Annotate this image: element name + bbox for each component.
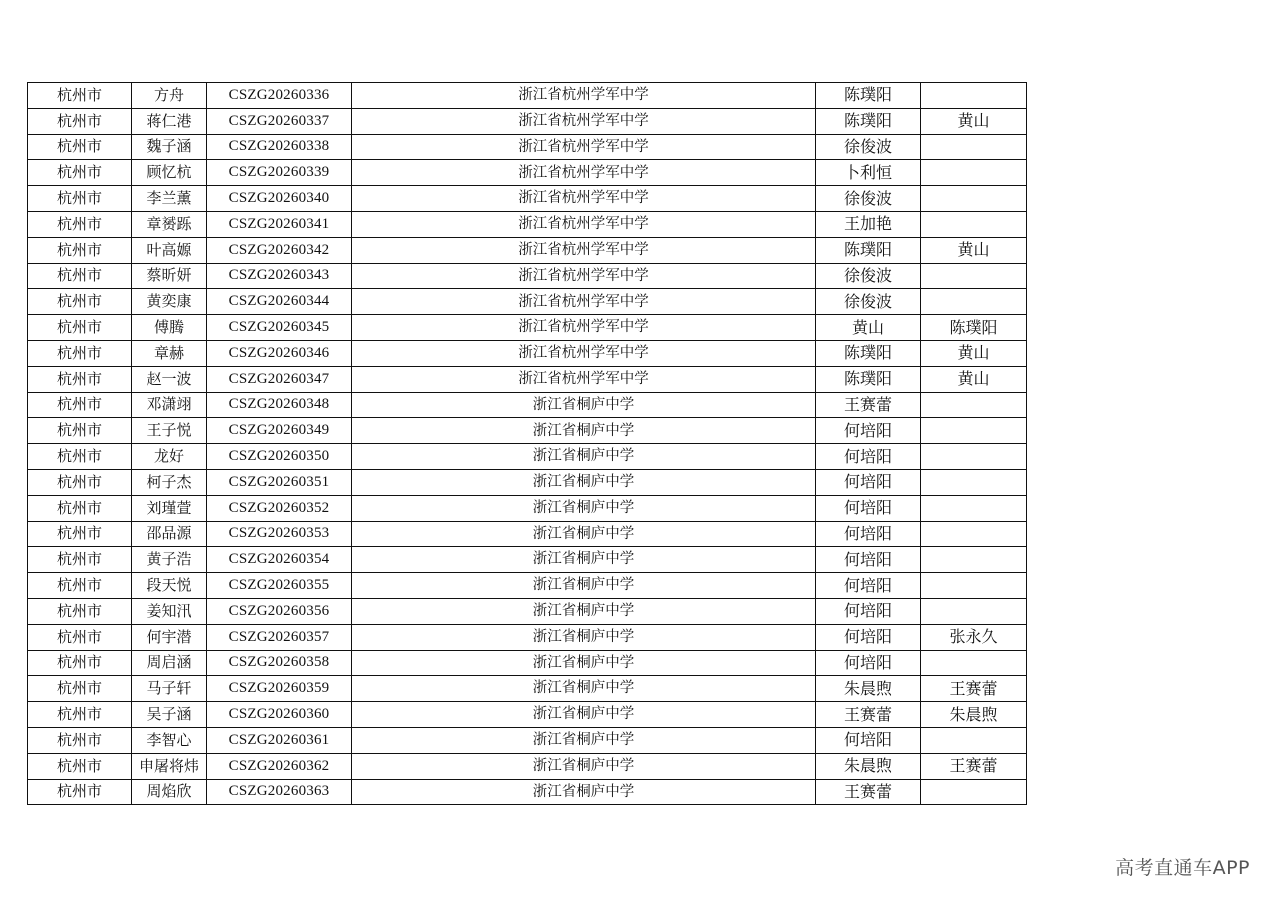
table-row <box>28 753 1027 779</box>
student-name-cell: 赵一波 <box>132 366 207 392</box>
student-name-cell: 黄奕康 <box>132 289 207 315</box>
teacher2-cell <box>921 469 1027 495</box>
school-cell: 浙江省桐庐中学 <box>352 444 816 470</box>
teacher1-cell: 黄山 <box>816 315 921 341</box>
candidate-id-cell: CSZG20260354 <box>207 547 352 573</box>
teacher1-cell: 何培阳 <box>816 547 921 573</box>
table-row <box>28 547 1027 573</box>
city-cell: 杭州市 <box>28 573 132 599</box>
city-cell: 杭州市 <box>28 186 132 212</box>
table-row <box>28 779 1027 805</box>
student-name-cell: 顾忆杭 <box>132 160 207 186</box>
city-cell: 杭州市 <box>28 134 132 160</box>
teacher2-cell <box>921 392 1027 418</box>
teacher1-cell: 王加艳 <box>816 211 921 237</box>
school-cell: 浙江省杭州学军中学 <box>352 211 816 237</box>
teacher1-cell: 何培阳 <box>816 444 921 470</box>
student-name-cell: 傅腾 <box>132 315 207 341</box>
candidate-id-cell: CSZG20260349 <box>207 418 352 444</box>
candidate-id-cell: CSZG20260339 <box>207 160 352 186</box>
city-cell: 杭州市 <box>28 753 132 779</box>
table-row <box>28 495 1027 521</box>
candidate-id-cell: CSZG20260341 <box>207 211 352 237</box>
teacher2-cell: 黄山 <box>921 108 1027 134</box>
teacher2-cell <box>921 521 1027 547</box>
teacher1-cell: 王赛蕾 <box>816 779 921 805</box>
school-cell: 浙江省桐庐中学 <box>352 495 816 521</box>
school-cell: 浙江省桐庐中学 <box>352 753 816 779</box>
table-row <box>28 289 1027 315</box>
teacher2-cell <box>921 186 1027 212</box>
teacher2-cell <box>921 444 1027 470</box>
teacher1-cell: 何培阳 <box>816 598 921 624</box>
table-row <box>28 366 1027 392</box>
city-cell: 杭州市 <box>28 211 132 237</box>
school-cell: 浙江省杭州学军中学 <box>352 366 816 392</box>
teacher2-cell <box>921 779 1027 805</box>
candidate-id-cell: CSZG20260363 <box>207 779 352 805</box>
student-name-cell: 叶高嫄 <box>132 237 207 263</box>
table-row <box>28 521 1027 547</box>
teacher1-cell: 何培阳 <box>816 418 921 444</box>
table-row <box>28 624 1027 650</box>
teacher1-cell: 朱晨煦 <box>816 753 921 779</box>
teacher2-cell <box>921 289 1027 315</box>
candidate-id-cell: CSZG20260346 <box>207 340 352 366</box>
table-row <box>28 392 1027 418</box>
teacher2-cell: 王赛蕾 <box>921 676 1027 702</box>
table-row <box>28 108 1027 134</box>
table-row <box>28 186 1027 212</box>
teacher1-cell: 何培阳 <box>816 495 921 521</box>
candidate-id-cell: CSZG20260355 <box>207 573 352 599</box>
school-cell: 浙江省桐庐中学 <box>352 392 816 418</box>
student-name-cell: 龙好 <box>132 444 207 470</box>
table-row <box>28 315 1027 341</box>
student-name-cell: 马子轩 <box>132 676 207 702</box>
student-name-cell: 李智心 <box>132 727 207 753</box>
city-cell: 杭州市 <box>28 469 132 495</box>
city-cell: 杭州市 <box>28 702 132 728</box>
table-row <box>28 598 1027 624</box>
city-cell: 杭州市 <box>28 315 132 341</box>
school-cell: 浙江省杭州学军中学 <box>352 263 816 289</box>
city-cell: 杭州市 <box>28 727 132 753</box>
school-cell: 浙江省桐庐中学 <box>352 676 816 702</box>
student-name-cell: 段天悦 <box>132 573 207 599</box>
candidate-id-cell: CSZG20260357 <box>207 624 352 650</box>
table-row <box>28 83 1027 109</box>
candidate-id-cell: CSZG20260338 <box>207 134 352 160</box>
student-name-cell: 蔡昕妍 <box>132 263 207 289</box>
table-row <box>28 160 1027 186</box>
teacher2-cell <box>921 495 1027 521</box>
candidate-id-cell: CSZG20260347 <box>207 366 352 392</box>
student-name-cell: 柯子杰 <box>132 469 207 495</box>
teacher1-cell: 卜利恒 <box>816 160 921 186</box>
roster-table-body <box>28 83 1027 805</box>
city-cell: 杭州市 <box>28 289 132 315</box>
school-cell: 浙江省桐庐中学 <box>352 573 816 599</box>
city-cell: 杭州市 <box>28 598 132 624</box>
school-cell: 浙江省桐庐中学 <box>352 547 816 573</box>
teacher2-cell <box>921 418 1027 444</box>
table-row <box>28 134 1027 160</box>
teacher2-cell: 黄山 <box>921 340 1027 366</box>
city-cell: 杭州市 <box>28 366 132 392</box>
teacher1-cell: 徐俊波 <box>816 134 921 160</box>
student-name-cell: 邓潇翊 <box>132 392 207 418</box>
candidate-id-cell: CSZG20260358 <box>207 650 352 676</box>
city-cell: 杭州市 <box>28 521 132 547</box>
teacher2-cell: 朱晨煦 <box>921 702 1027 728</box>
teacher1-cell: 徐俊波 <box>816 289 921 315</box>
school-cell: 浙江省桐庐中学 <box>352 521 816 547</box>
candidate-id-cell: CSZG20260340 <box>207 186 352 212</box>
student-name-cell: 周启涵 <box>132 650 207 676</box>
teacher1-cell: 陈璞阳 <box>816 83 921 109</box>
teacher2-cell <box>921 598 1027 624</box>
school-cell: 浙江省杭州学军中学 <box>352 289 816 315</box>
candidate-id-cell: CSZG20260336 <box>207 83 352 109</box>
roster-sheet <box>27 82 1026 805</box>
table-row <box>28 702 1027 728</box>
watermark-text: 高考直通车APP <box>1115 857 1250 879</box>
teacher1-cell: 何培阳 <box>816 624 921 650</box>
city-cell: 杭州市 <box>28 624 132 650</box>
student-name-cell: 李兰薰 <box>132 186 207 212</box>
teacher2-cell: 陈璞阳 <box>921 315 1027 341</box>
student-name-cell: 吴子涵 <box>132 702 207 728</box>
school-cell: 浙江省桐庐中学 <box>352 779 816 805</box>
teacher1-cell: 王赛蕾 <box>816 392 921 418</box>
candidate-id-cell: CSZG20260343 <box>207 263 352 289</box>
student-name-cell: 何宇潜 <box>132 624 207 650</box>
candidate-id-cell: CSZG20260352 <box>207 495 352 521</box>
student-name-cell: 章赫 <box>132 340 207 366</box>
city-cell: 杭州市 <box>28 83 132 109</box>
teacher1-cell: 陈璞阳 <box>816 237 921 263</box>
teacher2-cell <box>921 263 1027 289</box>
city-cell: 杭州市 <box>28 237 132 263</box>
table-row <box>28 573 1027 599</box>
school-cell: 浙江省杭州学军中学 <box>352 83 816 109</box>
student-name-cell: 邵品源 <box>132 521 207 547</box>
table-row <box>28 237 1027 263</box>
teacher1-cell: 陈璞阳 <box>816 366 921 392</box>
school-cell: 浙江省杭州学军中学 <box>352 160 816 186</box>
teacher2-cell <box>921 547 1027 573</box>
candidate-id-cell: CSZG20260348 <box>207 392 352 418</box>
student-name-cell: 刘瑾萱 <box>132 495 207 521</box>
school-cell: 浙江省桐庐中学 <box>352 598 816 624</box>
teacher1-cell: 陈璞阳 <box>816 108 921 134</box>
city-cell: 杭州市 <box>28 676 132 702</box>
school-cell: 浙江省桐庐中学 <box>352 469 816 495</box>
city-cell: 杭州市 <box>28 340 132 366</box>
city-cell: 杭州市 <box>28 160 132 186</box>
teacher1-cell: 何培阳 <box>816 469 921 495</box>
candidate-id-cell: CSZG20260342 <box>207 237 352 263</box>
candidate-id-cell: CSZG20260356 <box>207 598 352 624</box>
student-name-cell: 黄子浩 <box>132 547 207 573</box>
table-row <box>28 340 1027 366</box>
teacher2-cell <box>921 160 1027 186</box>
candidate-id-cell: CSZG20260350 <box>207 444 352 470</box>
candidate-id-cell: CSZG20260345 <box>207 315 352 341</box>
teacher2-cell <box>921 727 1027 753</box>
candidate-id-cell: CSZG20260351 <box>207 469 352 495</box>
table-row <box>28 263 1027 289</box>
table-row <box>28 211 1027 237</box>
school-cell: 浙江省杭州学军中学 <box>352 315 816 341</box>
teacher1-cell: 朱晨煦 <box>816 676 921 702</box>
city-cell: 杭州市 <box>28 108 132 134</box>
city-cell: 杭州市 <box>28 418 132 444</box>
city-cell: 杭州市 <box>28 547 132 573</box>
city-cell: 杭州市 <box>28 650 132 676</box>
student-name-cell: 蒋仁港 <box>132 108 207 134</box>
teacher2-cell <box>921 134 1027 160</box>
teacher2-cell: 黄山 <box>921 237 1027 263</box>
student-name-cell: 方舟 <box>132 83 207 109</box>
city-cell: 杭州市 <box>28 779 132 805</box>
teacher2-cell <box>921 573 1027 599</box>
candidate-id-cell: CSZG20260360 <box>207 702 352 728</box>
candidate-id-cell: CSZG20260362 <box>207 753 352 779</box>
candidate-id-cell: CSZG20260361 <box>207 727 352 753</box>
table-row <box>28 444 1027 470</box>
teacher1-cell: 何培阳 <box>816 573 921 599</box>
school-cell: 浙江省杭州学军中学 <box>352 340 816 366</box>
teacher2-cell <box>921 83 1027 109</box>
table-row <box>28 650 1027 676</box>
table-row <box>28 727 1027 753</box>
teacher2-cell <box>921 211 1027 237</box>
candidate-id-cell: CSZG20260344 <box>207 289 352 315</box>
roster-table <box>27 82 1027 805</box>
candidate-id-cell: CSZG20260353 <box>207 521 352 547</box>
table-row <box>28 418 1027 444</box>
teacher1-cell: 徐俊波 <box>816 263 921 289</box>
teacher2-cell: 王赛蕾 <box>921 753 1027 779</box>
table-row <box>28 676 1027 702</box>
table-row <box>28 469 1027 495</box>
city-cell: 杭州市 <box>28 444 132 470</box>
candidate-id-cell: CSZG20260359 <box>207 676 352 702</box>
city-cell: 杭州市 <box>28 392 132 418</box>
teacher2-cell <box>921 650 1027 676</box>
school-cell: 浙江省桐庐中学 <box>352 702 816 728</box>
student-name-cell: 申屠将炜 <box>132 753 207 779</box>
teacher1-cell: 陈璞阳 <box>816 340 921 366</box>
school-cell: 浙江省桐庐中学 <box>352 624 816 650</box>
student-name-cell: 周焰欣 <box>132 779 207 805</box>
school-cell: 浙江省杭州学军中学 <box>352 108 816 134</box>
student-name-cell: 王子悦 <box>132 418 207 444</box>
teacher1-cell: 何培阳 <box>816 650 921 676</box>
candidate-id-cell: CSZG20260337 <box>207 108 352 134</box>
school-cell: 浙江省杭州学军中学 <box>352 237 816 263</box>
school-cell: 浙江省桐庐中学 <box>352 418 816 444</box>
city-cell: 杭州市 <box>28 495 132 521</box>
teacher1-cell: 何培阳 <box>816 521 921 547</box>
city-cell: 杭州市 <box>28 263 132 289</box>
teacher1-cell: 何培阳 <box>816 727 921 753</box>
teacher1-cell: 徐俊波 <box>816 186 921 212</box>
school-cell: 浙江省桐庐中学 <box>352 650 816 676</box>
teacher2-cell: 黄山 <box>921 366 1027 392</box>
teacher1-cell: 王赛蕾 <box>816 702 921 728</box>
school-cell: 浙江省杭州学军中学 <box>352 134 816 160</box>
student-name-cell: 章赟跞 <box>132 211 207 237</box>
teacher2-cell: 张永久 <box>921 624 1027 650</box>
school-cell: 浙江省杭州学军中学 <box>352 186 816 212</box>
school-cell: 浙江省桐庐中学 <box>352 727 816 753</box>
student-name-cell: 魏子涵 <box>132 134 207 160</box>
student-name-cell: 姜知汛 <box>132 598 207 624</box>
